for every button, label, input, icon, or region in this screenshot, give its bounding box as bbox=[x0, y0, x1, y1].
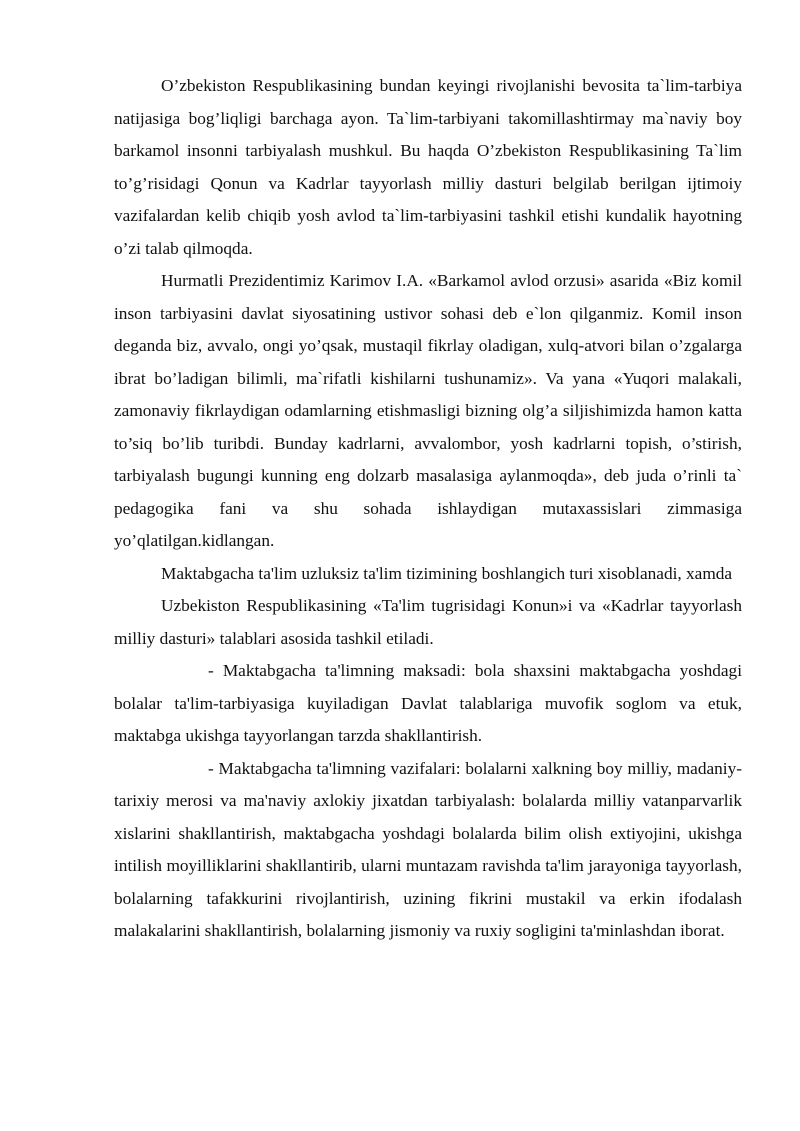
paragraph-preschool-definition: Maktabgacha ta'lim uzluksiz ta'lim tizimining boshlangich turi xisoblanadi, xamda bbox=[161, 563, 733, 583]
document-page bbox=[114, 70, 742, 948]
paragraph-goal: - Maktabgacha ta'limning maksadi: bola shaxsini maktabgacha yoshdagi bolalar ta'lim-tarbiyasiga kuyiladigan Davlat talablariga muvofik soglom va etuk, maktabga ukishga tayyorlangan tarzda shakllantirish. bbox=[114, 661, 742, 745]
paragraph-legal-basis: Uzbekiston Respublikasining «Ta'lim tugrisidagi Konun»i va «Kadrlar tayyorlash milliy dasturi» talablari asosida tashkil etiladi. bbox=[114, 596, 742, 648]
paragraph-tasks: - Maktabgacha ta'limning vazifalari: bolalarni xalkning boy milliy, madaniy-tarixiy merosi va ma'naviy axlokiy jixatdan tarbiyalash: bolalarda milliy vatanparvarlik xislarini shakllantirish, maktabgacha yoshdagi bolalarda bilim olish extiyojini, ukishga intilish moyilliklarini shakllantirib, ularni muntazam ravishda ta'lim jarayoniga tayyorlash, bolalarning tafakkurini rivojlantirish, uzining fikrini mustakil va erkin ifodalash malakalarini shakllantirish, bolalarning jismoniy va ruxiy sogligini ta'minlashdan iborat. bbox=[114, 758, 742, 940]
paragraph-intro: O’zbekiston Respublikasining bundan keyingi rivojlanishi bevosita ta`lim-tarbiya natijasiga bog’liqligi barchaga ayon. Ta`lim-tarbiyani takomillashtirmay ma`naviy boy barkamol insonni tarbiyalash mushkul. Bu haqda O’zbekiston Respublikasining Ta`lim to’g’risidagi Qonun va Kadrlar tayyorlash milliy dasturi belgilab berilgan ijtimoiy vazifalardan kelib chiqib yosh avlod ta`lim-tarbiyasini tashkil etishi kundalik hayotning o’zi talab qilmoqda. bbox=[114, 76, 742, 258]
paragraph-president-quote: Hurmatli Prezidentimiz Karimov I.A. «Barkamol avlod orzusi» asarida «Biz komil inson tarbiyasini davlat siyosatining ustivor sohasi deb e`lon qilganmiz. Komil inson deganda biz, avvalo, ongi yo’qsak, mustaqil fikrlay oladigan, xulq-atvori bilan o’zgalarga ibrat bo’ladigan bilimli, ma`rifatli kishilarni tushunamiz». Va yana «Yuqori malakali, zamonaviy fikrlaydigan odamlarning etishmasligi bizning olg’a siljishimizda hamon katta to’siq bo’lib turibdi. Bunday kadrlarni, avvalombor, yosh kadrlarni topish, o’stirish, tarbiyalash bugungi kunning eng dolzarb masalasiga aylanmoqda», deb juda o’rinli ta` pedagogika fani va shu sohada ishlaydigan mutaxassislari zimmasiga yo’qlatilgan.kidlangan. bbox=[114, 271, 742, 550]
